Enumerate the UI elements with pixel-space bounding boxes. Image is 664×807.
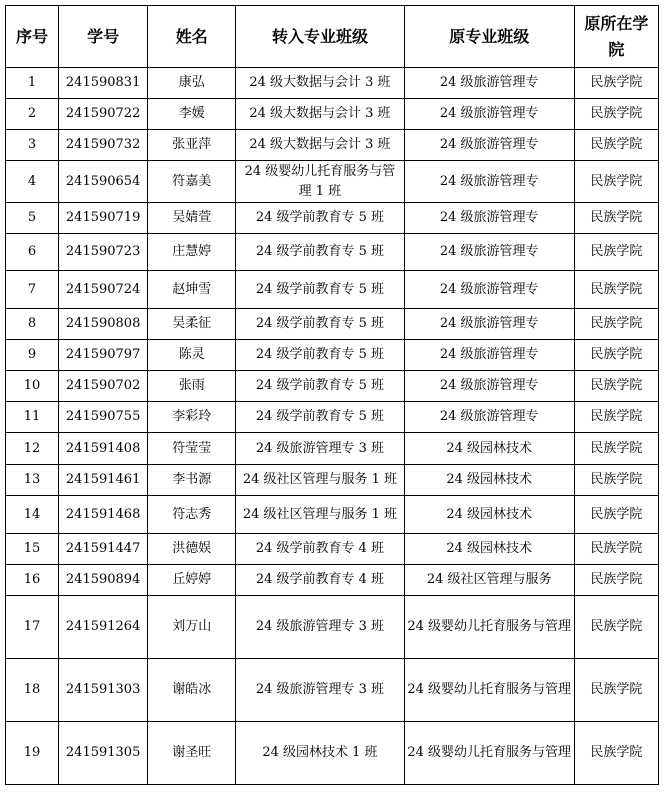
cell-index: 2 <box>6 99 59 130</box>
table-row <box>6 271 659 309</box>
cell-original-college: 民族学院 <box>574 722 658 785</box>
cell-name: 李书源 <box>148 465 236 496</box>
cell-original-college: 民族学院 <box>574 130 658 161</box>
cell-original-class: 24 级旅游管理专 <box>404 402 574 433</box>
cell-index: 15 <box>6 534 59 565</box>
table-row <box>6 309 659 340</box>
cell-target-class: 24 级学前教育专 5 班 <box>236 203 404 234</box>
cell-original-college: 民族学院 <box>574 309 658 340</box>
cell-name: 谢皓冰 <box>148 659 236 722</box>
table-row <box>6 496 659 534</box>
cell-student-id: 241590755 <box>59 402 148 433</box>
table-row <box>6 659 659 722</box>
cell-name: 庄慧婷 <box>148 234 236 271</box>
cell-target-class: 24 级学前教育专 5 班 <box>236 340 404 371</box>
cell-target-class: 24 级大数据与会计 3 班 <box>236 68 404 99</box>
cell-original-college: 民族学院 <box>574 596 658 659</box>
cell-student-id: 241591408 <box>59 433 148 465</box>
cell-index: 17 <box>6 596 59 659</box>
cell-original-class: 24 级旅游管理专 <box>404 340 574 371</box>
table-row <box>6 402 659 433</box>
cell-student-id: 241590808 <box>59 309 148 340</box>
cell-original-college: 民族学院 <box>574 203 658 234</box>
header-name: 姓名 <box>148 6 236 68</box>
table-row <box>6 465 659 496</box>
cell-student-id: 241591461 <box>59 465 148 496</box>
table-row <box>6 99 659 130</box>
cell-original-class: 24 级社区管理与服务 <box>404 565 574 596</box>
transfer-table <box>5 5 659 785</box>
header-original-college: 原所在学院 <box>574 6 658 68</box>
cell-student-id: 241591468 <box>59 496 148 534</box>
cell-original-class: 24 级旅游管理专 <box>404 99 574 130</box>
cell-original-college: 民族学院 <box>574 534 658 565</box>
cell-original-college: 民族学院 <box>574 234 658 271</box>
cell-student-id: 241590654 <box>59 161 148 203</box>
cell-original-college: 民族学院 <box>574 99 658 130</box>
cell-student-id: 241591305 <box>59 722 148 785</box>
cell-target-class: 24 级大数据与会计 3 班 <box>236 130 404 161</box>
cell-target-class: 24 级婴幼儿托育服务与管理 1 班 <box>236 161 404 203</box>
table-row <box>6 234 659 271</box>
header-original-class: 原专业班级 <box>404 6 574 68</box>
cell-original-class: 24 级婴幼儿托育服务与管理 <box>404 722 574 785</box>
cell-target-class: 24 级学前教育专 5 班 <box>236 234 404 271</box>
cell-target-class: 24 级社区管理与服务 1 班 <box>236 496 404 534</box>
cell-target-class: 24 级旅游管理专 3 班 <box>236 433 404 465</box>
table-row <box>6 161 659 203</box>
cell-index: 8 <box>6 309 59 340</box>
header-row <box>6 6 659 68</box>
table-row <box>6 433 659 465</box>
cell-original-class: 24 级旅游管理专 <box>404 130 574 161</box>
table-row <box>6 534 659 565</box>
cell-student-id: 241590723 <box>59 234 148 271</box>
cell-original-college: 民族学院 <box>574 659 658 722</box>
cell-name: 谢圣旺 <box>148 722 236 785</box>
cell-original-class: 24 级旅游管理专 <box>404 309 574 340</box>
table-row <box>6 340 659 371</box>
cell-index: 9 <box>6 340 59 371</box>
header-target-class: 转入专业班级 <box>236 6 404 68</box>
cell-student-id: 241590724 <box>59 271 148 309</box>
cell-name: 刘万山 <box>148 596 236 659</box>
cell-name: 符嘉美 <box>148 161 236 203</box>
cell-index: 12 <box>6 433 59 465</box>
cell-original-college: 民族学院 <box>574 496 658 534</box>
cell-original-class: 24 级旅游管理专 <box>404 371 574 402</box>
cell-index: 3 <box>6 130 59 161</box>
cell-original-college: 民族学院 <box>574 68 658 99</box>
cell-original-class: 24 级旅游管理专 <box>404 234 574 271</box>
cell-original-class: 24 级园林技术 <box>404 534 574 565</box>
cell-name: 洪德娱 <box>148 534 236 565</box>
cell-target-class: 24 级旅游管理专 3 班 <box>236 659 404 722</box>
cell-name: 吴婧萱 <box>148 203 236 234</box>
cell-original-college: 民族学院 <box>574 340 658 371</box>
table-row <box>6 596 659 659</box>
cell-target-class: 24 级学前教育专 4 班 <box>236 565 404 596</box>
cell-name: 李彩玲 <box>148 402 236 433</box>
table-row <box>6 68 659 99</box>
table-row <box>6 371 659 402</box>
cell-target-class: 24 级园林技术 1 班 <box>236 722 404 785</box>
cell-index: 7 <box>6 271 59 309</box>
cell-index: 10 <box>6 371 59 402</box>
cell-name: 陈灵 <box>148 340 236 371</box>
cell-original-college: 民族学院 <box>574 565 658 596</box>
cell-target-class: 24 级学前教育专 5 班 <box>236 371 404 402</box>
header-index: 序号 <box>6 6 59 68</box>
table-row <box>6 722 659 785</box>
cell-index: 16 <box>6 565 59 596</box>
cell-original-class: 24 级园林技术 <box>404 433 574 465</box>
cell-target-class: 24 级旅游管理专 3 班 <box>236 596 404 659</box>
cell-name: 赵坤雪 <box>148 271 236 309</box>
cell-student-id: 241591303 <box>59 659 148 722</box>
cell-target-class: 24 级大数据与会计 3 班 <box>236 99 404 130</box>
cell-target-class: 24 级学前教育专 5 班 <box>236 271 404 309</box>
cell-target-class: 24 级学前教育专 4 班 <box>236 534 404 565</box>
cell-original-class: 24 级园林技术 <box>404 496 574 534</box>
cell-index: 4 <box>6 161 59 203</box>
cell-name: 李媛 <box>148 99 236 130</box>
cell-student-id: 241590702 <box>59 371 148 402</box>
table-row <box>6 203 659 234</box>
cell-original-class: 24 级婴幼儿托育服务与管理 <box>404 596 574 659</box>
cell-student-id: 241590732 <box>59 130 148 161</box>
cell-name: 张亚萍 <box>148 130 236 161</box>
cell-student-id: 241590722 <box>59 99 148 130</box>
cell-name: 符志秀 <box>148 496 236 534</box>
cell-original-college: 民族学院 <box>574 402 658 433</box>
cell-index: 1 <box>6 68 59 99</box>
cell-index: 19 <box>6 722 59 785</box>
cell-index: 5 <box>6 203 59 234</box>
cell-target-class: 24 级社区管理与服务 1 班 <box>236 465 404 496</box>
cell-target-class: 24 级学前教育专 5 班 <box>236 309 404 340</box>
cell-target-class: 24 级学前教育专 5 班 <box>236 402 404 433</box>
cell-student-id: 241590831 <box>59 68 148 99</box>
cell-index: 18 <box>6 659 59 722</box>
cell-original-class: 24 级园林技术 <box>404 465 574 496</box>
cell-original-college: 民族学院 <box>574 271 658 309</box>
cell-index: 14 <box>6 496 59 534</box>
cell-original-college: 民族学院 <box>574 161 658 203</box>
cell-name: 康弘 <box>148 68 236 99</box>
cell-original-college: 民族学院 <box>574 465 658 496</box>
cell-index: 11 <box>6 402 59 433</box>
cell-original-class: 24 级旅游管理专 <box>404 203 574 234</box>
cell-name: 符莹莹 <box>148 433 236 465</box>
cell-index: 6 <box>6 234 59 271</box>
cell-student-id: 241591264 <box>59 596 148 659</box>
cell-original-class: 24 级旅游管理专 <box>404 271 574 309</box>
table-row <box>6 130 659 161</box>
cell-name: 吴柔征 <box>148 309 236 340</box>
cell-name: 丘婷婷 <box>148 565 236 596</box>
cell-name: 张雨 <box>148 371 236 402</box>
cell-original-class: 24 级婴幼儿托育服务与管理 <box>404 659 574 722</box>
cell-student-id: 241590719 <box>59 203 148 234</box>
header-student-id: 学号 <box>59 6 148 68</box>
cell-index: 13 <box>6 465 59 496</box>
cell-student-id: 241590894 <box>59 565 148 596</box>
table-row <box>6 565 659 596</box>
cell-student-id: 241591447 <box>59 534 148 565</box>
cell-original-college: 民族学院 <box>574 371 658 402</box>
cell-original-college: 民族学院 <box>574 433 658 465</box>
cell-original-class: 24 级旅游管理专 <box>404 161 574 203</box>
cell-original-class: 24 级旅游管理专 <box>404 68 574 99</box>
cell-student-id: 241590797 <box>59 340 148 371</box>
